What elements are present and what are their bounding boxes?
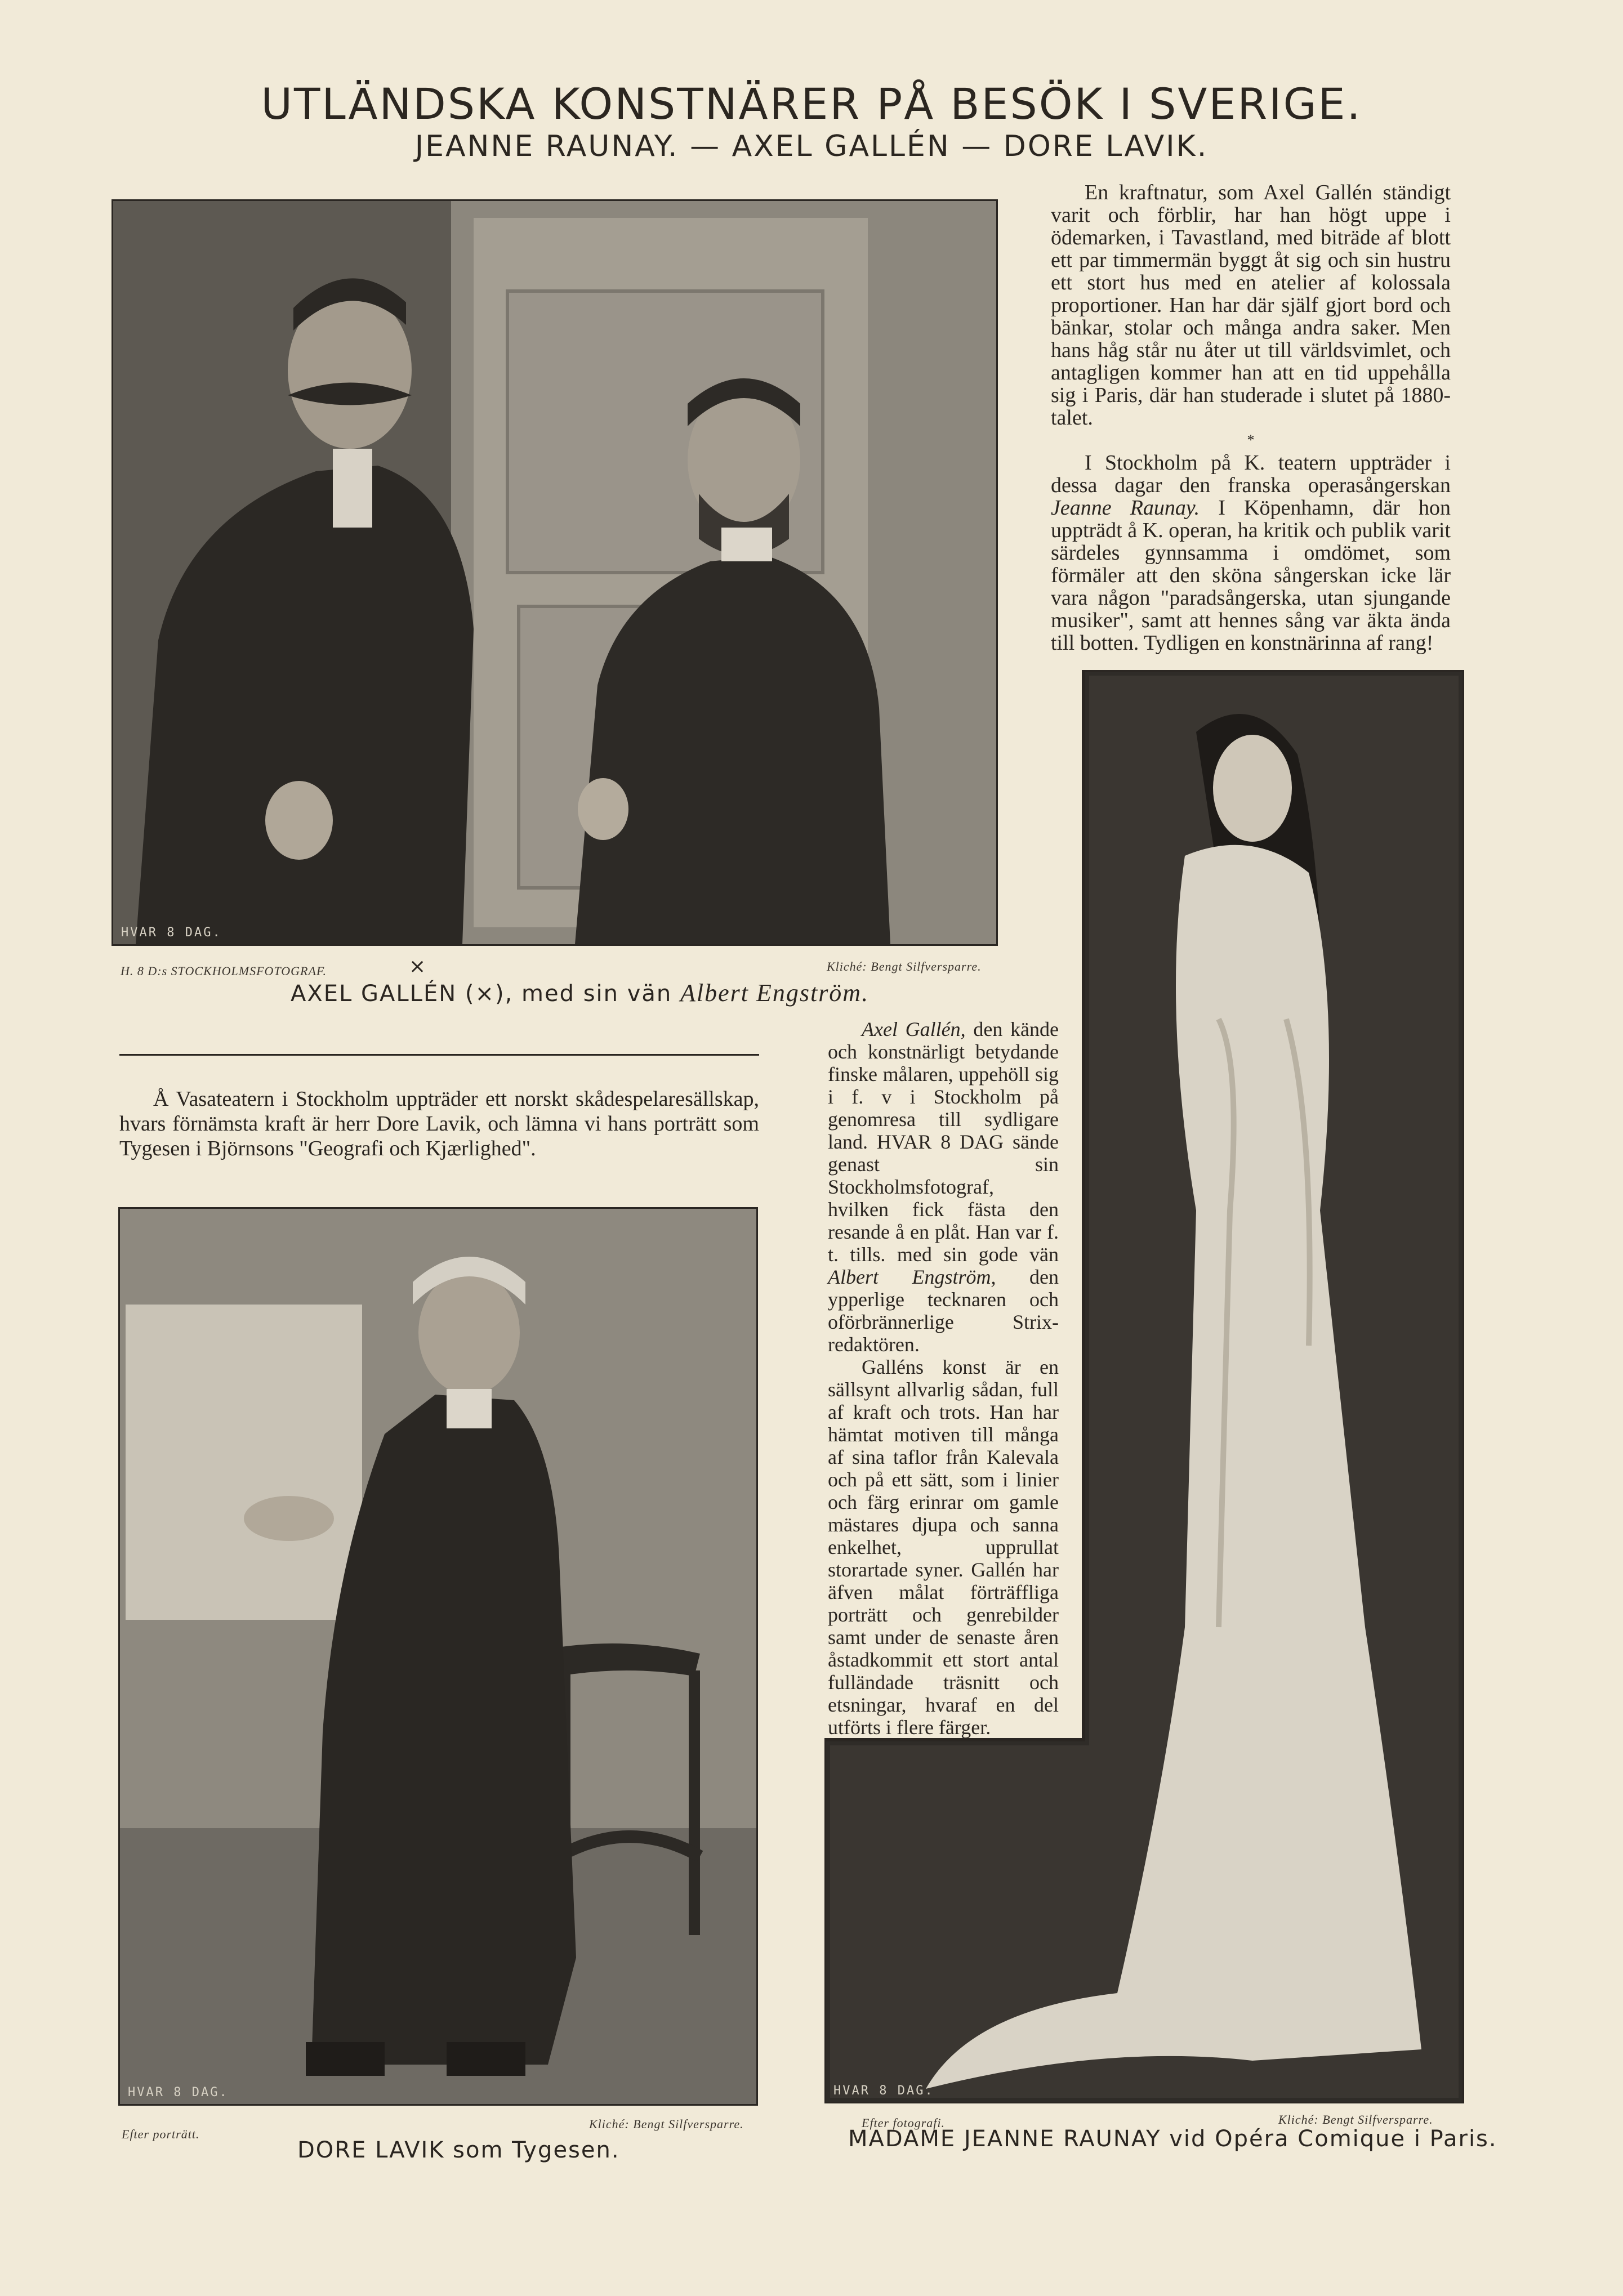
divider-rule bbox=[119, 1054, 759, 1056]
paragraph-gallen-visit-friend: Albert Engström, bbox=[828, 1266, 996, 1288]
paragraph-raunay-name: Jeanne Raunay. bbox=[1051, 496, 1200, 520]
paragraph-raunay-end: I Köpenhamn, där hon uppträdt å K. operan, ha kritik och publik varit särdeles gynnsamma i omdömet, som förmäler att den sköna sångerskan icke lär vara någon "paradsångerska, utan sjungande musiker", samt att hennes sång var äkta ända till botten. Tydligen en konstnärinna af rang! bbox=[1051, 496, 1451, 655]
photo-credit-left: Efter fotografi. bbox=[862, 2116, 945, 2130]
photo-credit-left: Efter porträtt. bbox=[122, 2127, 200, 2141]
photo-caption bbox=[291, 979, 869, 1007]
photo-watermark: HVAR 8 DAG. bbox=[128, 2085, 229, 2100]
photo-credit-right: Kliché: Bengt Silfversparre. bbox=[827, 959, 982, 973]
photo-jeanne-raunay bbox=[824, 670, 1464, 2103]
photo-credit-right: Kliché: Bengt Silfversparre. bbox=[589, 2117, 744, 2131]
lavik-notice bbox=[119, 1087, 759, 1161]
paragraph-gallen-art: Galléns konst är en sällsynt allvarlig sådan, full af kraft och trots. Han har hämtat motiven till många af sina taflor från Kalevala och på ett sätt, som i linier och färg erinrar om gamle mästares djupa och sanna enkelhet, upprullat storartade syner. Gallén har äfven målat förträffliga porträtt och genrebilder samt under de senaste åren åstadkommit ett stort antal fulländade träsnitt och etsningar, hvaraf en del utförts i flere färger. bbox=[828, 1356, 1059, 1739]
page-title: UTLÄNDSKA KONSTNÄRER PÅ BESÖK I SVERIGE. bbox=[261, 79, 1362, 129]
caption-name: Albert Engström. bbox=[680, 979, 870, 1007]
photo-watermark: HVAR 8 DAG. bbox=[833, 2084, 934, 2098]
paragraph-raunay bbox=[1051, 452, 1451, 654]
photo-dore-lavik bbox=[118, 1207, 758, 2106]
photo-caption: MADAME JEANNE RAUNAY vid Opéra Comique i Paris. bbox=[848, 2126, 1497, 2152]
photo-watermark: HVAR 8 DAG. bbox=[121, 926, 222, 940]
caption-text: AXEL GALLÉN (×), med sin vän bbox=[291, 981, 680, 1007]
lavik-notice-text: Å Vasateatern i Stockholm uppträder ett norskt skådespelaresällskap, hvars förnämsta kraft är herr Dore Lavik, och lämna vi hans porträtt som Tygesen i Björnsons "Geografi och Kjærlighed". bbox=[119, 1087, 759, 1160]
photo-credit-left: H. 8 D:s STOCKHOLMSFOTOGRAF. bbox=[121, 964, 327, 978]
page-subtitle: JEANNE RAUNAY. — AXEL GALLÉN — DORE LAVIK. bbox=[414, 129, 1209, 163]
photo-dore-lavik-image bbox=[120, 1209, 756, 2104]
paragraph-gallen-visit-name: Axel Gallén, bbox=[862, 1018, 966, 1040]
photo-credit-right: Kliché: Bengt Silfversparre. bbox=[1278, 2112, 1433, 2127]
paragraph-raunay-start: I Stockholm på K. teatern uppträder i dessa dagar den franska operasångerskan bbox=[1051, 451, 1451, 497]
paragraph-gallen-visit-end: den ypperlige tecknaren och oförbrännerlige Strix-redaktören. bbox=[828, 1266, 1059, 1356]
photo-caption: DORE LAVIK som Tygesen. bbox=[297, 2137, 620, 2163]
paragraph-gallen-home: En kraftnatur, som Axel Gallén ständigt varit och förblir, har han högt uppe i ödemarken, i Tavastland, med biträde af blott ett par timmermän byggt åt sig och sin hustru ett stort hus med en atelier af kolossala proportioner. Han har där själf gjort bord och bänkar, stolar och många andra saker. Men hans håg står nu åter ut till världsvimlet, och antagligen kommer han att en tid uppehålla sig i Paris, där han studerade i slutet på 1880-talet. bbox=[1051, 181, 1451, 430]
photo-mark: × bbox=[409, 955, 426, 978]
right-column-text bbox=[1051, 181, 1451, 654]
separator-star: * bbox=[1247, 432, 1255, 448]
photo-jeanne-raunay-image bbox=[824, 670, 1464, 2103]
paragraph-gallen-visit-text: den kände och konstnärligt betydande finske målaren, uppehöll sig i f. v i Stockholm på genomresa till sydligare land. HVAR 8 DAG sände genast sin Stockholmsfotograf, hvilken fick fästa den resande å en plåt. Han var f. t. tills. med sin gode vän bbox=[828, 1018, 1059, 1266]
